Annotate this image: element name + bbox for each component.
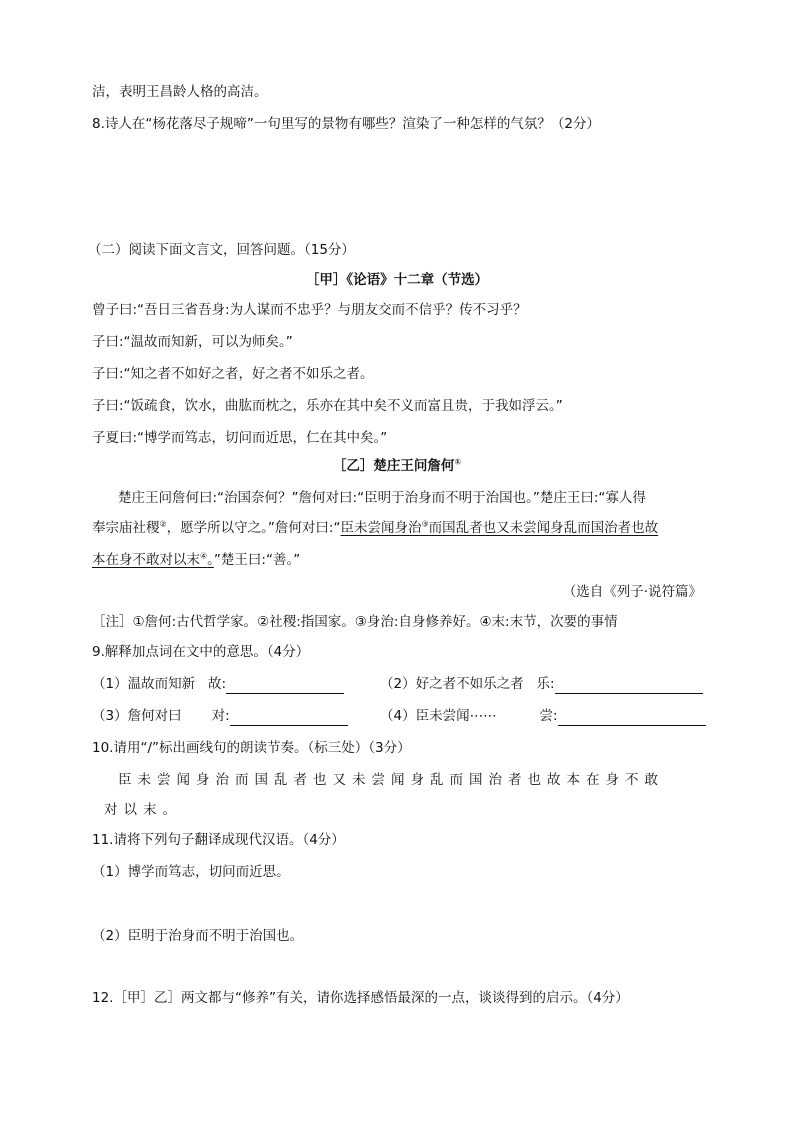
question-11: 11.请将下列句子翻译成现代汉语。（4分） (92, 832, 345, 848)
carry-over-line: 洁，表明王昌龄人格的高洁。 (92, 84, 268, 100)
q9-item-1-word: 故: (207, 676, 227, 692)
q9-item-4-word: 尝: (539, 708, 558, 724)
q9-item-1 (92, 674, 344, 694)
yi-line-2 (92, 518, 658, 538)
answer-blank-2[interactable] (555, 678, 703, 694)
q9-item-3-label: （3）詹何对曰 (92, 708, 182, 724)
jia-line-1: 曾子曰:“吾日三省吾身:为人谋而不忠乎？与朋友交而不信乎？传不习乎？ (92, 302, 527, 318)
q11-item-1: （1）博学而笃志，切问而近思。 (92, 864, 290, 880)
q9-item-1-label: （1）温故而知新 (92, 676, 196, 692)
q9-item-4 (380, 706, 706, 726)
jia-line-3: 子曰:“知之者不如好之者，好之者不如乐之者。 (92, 366, 374, 382)
yi-ul-d: 。 (207, 552, 214, 568)
underlined-sentence-part-1 (340, 520, 658, 536)
underlined-sentence-part-2 (92, 552, 214, 568)
jia-line-4: 子曰:“饭疏食，饮水，曲肱而枕之，乐亦在其中矣不义而富且贵，于我如浮云。” (92, 398, 563, 414)
q9-item-4-label: （4）臣未尝闻⋯⋯ (380, 708, 497, 724)
jia-title: ［甲］《论语》十二章（节选） (305, 272, 489, 288)
yi-note-4: ④ (200, 551, 208, 561)
question-8: 8.诗人在“杨花落尽子规啼”一句里写的景物有哪些？渲染了一种怎样的气氛？（2分） (92, 116, 600, 132)
question-9: 9.解释加点词在文中的意思。（4分） (92, 644, 310, 660)
q9-item-2-word: 乐: (536, 676, 555, 692)
answer-blank-1[interactable] (226, 678, 344, 694)
yi-note-3: ③ (421, 519, 429, 529)
q11-item-2: （2）臣明于治身而不明于治国也。 (92, 928, 304, 944)
jia-line-5: 子夏曰:“博学而笃志，切问而近思，仁在其中矣。” (92, 430, 388, 446)
yi-title (0, 456, 794, 476)
q9-item-2 (380, 674, 703, 694)
yi-line-2-b: ，愿学所以守之。”詹何对曰:“ (166, 520, 341, 536)
q9-item-3-word: 对: (211, 708, 230, 724)
q10-sentence-line-2: 对以末。 (104, 802, 182, 818)
yi-line-3 (92, 550, 300, 570)
yi-line-1: 楚庄王问詹何曰:“治国奈何？”詹何对曰:“臣明于治身而不明于治国也。”楚庄王曰:“寡人得 (118, 490, 646, 506)
answer-blank-4[interactable] (558, 710, 706, 726)
q10-sentence-line-1: 臣未尝闻身治而国乱者也又未尝闻身乱而国治者也故本在身不敢 (118, 772, 664, 788)
jia-line-2: 子曰:“温故而知新，可以为师矣。” (92, 334, 293, 350)
source-citation: （选自《列子·说符篇》 (562, 584, 702, 600)
section-2-heading: （二）阅读下面文言文，回答问题。（15分） (88, 242, 355, 258)
q9-item-2-label: （2）好之者不如乐之者 (380, 676, 524, 692)
answer-blank-3[interactable] (230, 710, 348, 726)
question-12: 12.［甲］乙］两文都与“修养”有关，请你选择感悟最深的一点，谈谈得到的启示。（4分） (92, 990, 629, 1006)
yi-ul-b: 而国乱者也又未尝闻身乱而国治者也故 (428, 520, 659, 536)
annotation-notes: ［注］①詹何:古代哲学家。②社稷:指国家。③身治:自身修养好。④末:末节，次要的事情 (92, 614, 618, 630)
q9-item-3 (92, 706, 348, 726)
yi-title-text: ［乙］楚庄王问詹何 (332, 458, 455, 474)
yi-ul-c: 本在身不敢对以末 (92, 552, 200, 568)
yi-line-3-c: ”楚王曰:“善。” (213, 552, 301, 568)
yi-ul-a: 臣未尝闻身治 (340, 520, 422, 536)
yi-line-2-a: 奉宗庙社稷 (92, 520, 160, 536)
yi-note-2: ② (159, 519, 167, 529)
question-10: 10.请用“/”标出画线句的朗读节奏。（标三处）（3分） (92, 740, 411, 756)
yi-title-note: ① (454, 457, 462, 467)
